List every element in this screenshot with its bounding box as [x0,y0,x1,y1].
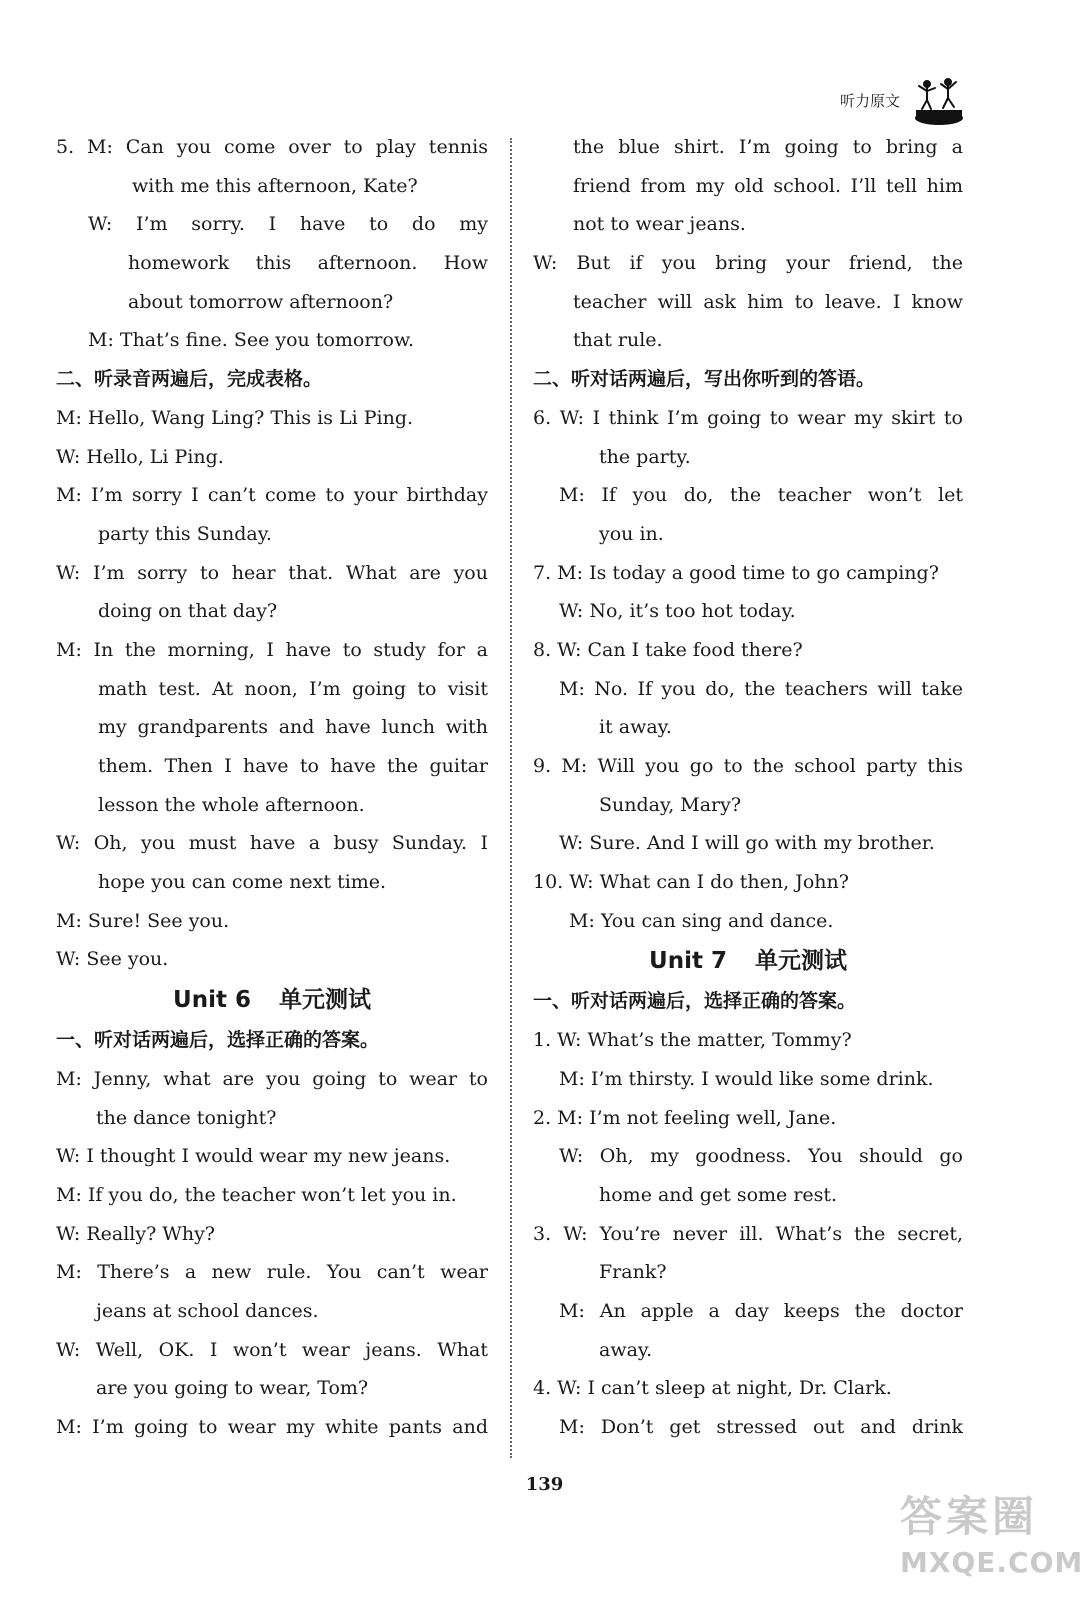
dialogue-line: W: But if you bring your friend, the [533,252,963,275]
dialogue-line: W: I thought I would wear my new jeans. [56,1145,451,1168]
dialogue-line: 9. M: Will you go to the school party this [533,755,963,777]
dialogue-line: jeans at school dances. [96,1299,319,1322]
dialogue-line: M: Hello, Wang Ling? This is Li Ping. [56,406,414,429]
unit-number: Unit 6 [173,987,251,1014]
unit-title [56,979,488,1021]
dialogue-line: W: No, it’s too hot today. [559,600,796,623]
watermark-logo [900,1488,1084,1596]
dialogue-line: W: Sure. And I will go with my brother. [559,832,935,855]
dialogue-line: it away. [599,716,672,739]
right-column [533,128,963,1447]
dialogue-line: M: In the morning, I have to study for a [56,638,488,661]
dialogue-line: about tomorrow afternoon? [128,290,394,313]
dialogue-line: 6. W: I think I’m going to wear my skirt to [533,406,963,429]
dialogue-line: the dance tonight? [96,1106,277,1129]
dialogue-line: M: You can sing and dance. [569,909,834,932]
dialogue-line: with me this afternoon, Kate? [132,174,418,197]
dialogue-line: my grandparents and have lunch with [98,716,488,739]
dialogue-line: 8. W: Can I take food there? [533,638,803,661]
dialogue-line: not to wear jeans. [573,213,746,236]
watermark-en: MXQE.COM [900,1546,1084,1579]
dialogue-line: W: Oh, my goodness. You should go [559,1145,963,1168]
dialogue-line: W: See you. [56,948,169,971]
dialogue-line: math test. At noon, I’m going to visit [98,677,488,700]
dialogue-line: the party. [599,445,691,468]
dialogue-line: M: Jenny, what are you going to wear to [56,1067,488,1090]
dancers-stage-icon [912,76,964,126]
dialogue-line: 1. W: What’s the matter, Tommy? [533,1029,852,1052]
unit-label: 单元测试 [754,948,847,975]
dialogue-line: 4. W: I can’t sleep at night, Dr. Clark. [533,1377,892,1400]
dialogue-line: teacher will ask him to leave. I know [573,290,963,313]
dialogue-line: 7. M: Is today a good time to go camping? [533,561,939,584]
dialogue-line: 5. M: Can you come over to play tennis [56,136,488,158]
dialogue-line: M: If you do, the teacher won’t let [559,484,963,507]
dialogue-line: home and get some rest. [599,1183,838,1206]
dialogue-line: that rule. [573,329,663,352]
dialogue-line: lesson the whole afternoon. [98,793,365,816]
dialogue-line: W: I’m sorry. I have to do my [88,213,488,236]
page-number: 139 [525,1474,564,1495]
unit-label: 单元测试 [278,987,371,1014]
dialogue-line: doing on that day? [98,600,278,623]
unit-number: Unit 7 [649,948,727,975]
dialogue-line: 3. W: You’re never ill. What’s the secret, [533,1222,963,1245]
section-heading: 二、听对话两遍后，写出你听到的答语。 [533,368,876,391]
section-heading: 一、听对话两遍后，选择正确的答案。 [56,1029,380,1052]
dialogue-line: Sunday, Mary? [599,793,742,816]
dialogue-line: M: I’m going to wear my white pants and [56,1416,488,1438]
dialogue-line: 10. W: What can I do then, John? [533,871,849,894]
unit-title [533,940,963,982]
dialogue-line: you in. [599,522,664,545]
left-column [56,128,488,1447]
dialogue-line: M: There’s a new rule. You can’t wear [56,1261,488,1284]
dialogue-line: Frank? [599,1261,667,1284]
section-heading: 一、听对话两遍后，选择正确的答案。 [533,990,857,1013]
dialogue-line: M: An apple a day keeps the doctor [559,1299,963,1322]
dialogue-line: W: Oh, you must have a busy Sunday. I [56,832,488,855]
dialogue-line: them. Then I have to have the guitar [98,755,488,777]
dialogue-line: M: I’m sorry I can’t come to your birthday [56,484,488,507]
dialogue-line: the blue shirt. I’m going to bring a [573,136,963,158]
dialogue-line: M: No. If you do, the teachers will take [559,677,963,700]
dialogue-line: W: Hello, Li Ping. [56,445,224,468]
section-heading: 二、听录音两遍后，完成表格。 [56,368,323,391]
column-divider [510,138,512,1458]
dialogue-line: away. [599,1338,653,1361]
dialogue-line: hope you can come next time. [98,871,387,894]
dialogue-line: W: Really? Why? [56,1222,215,1245]
dialogue-line: 2. M: I’m not feeling well, Jane. [533,1106,837,1129]
dialogue-line: friend from my old school. I’ll tell him [573,174,963,197]
dialogue-line: W: Well, OK. I won’t wear jeans. What [56,1338,488,1361]
dialogue-line: M: That’s fine. See you tomorrow. [88,329,415,352]
dialogue-line: M: I’m thirsty. I would like some drink. [559,1067,934,1090]
dialogue-line: are you going to wear, Tom? [96,1377,369,1400]
dialogue-line: party this Sunday. [98,522,272,545]
dialogue-line: W: I’m sorry to hear that. What are you [56,561,488,584]
dialogue-line: homework this afternoon. How [128,252,488,275]
dialogue-line: M: If you do, the teacher won’t let you in. [56,1183,457,1206]
dialogue-line: M: Don’t get stressed out and drink [559,1416,963,1438]
header-label: 听力原文 [840,92,901,110]
watermark-cn: 答案圈 [900,1492,1039,1541]
dialogue-line: M: Sure! See you. [56,909,230,932]
